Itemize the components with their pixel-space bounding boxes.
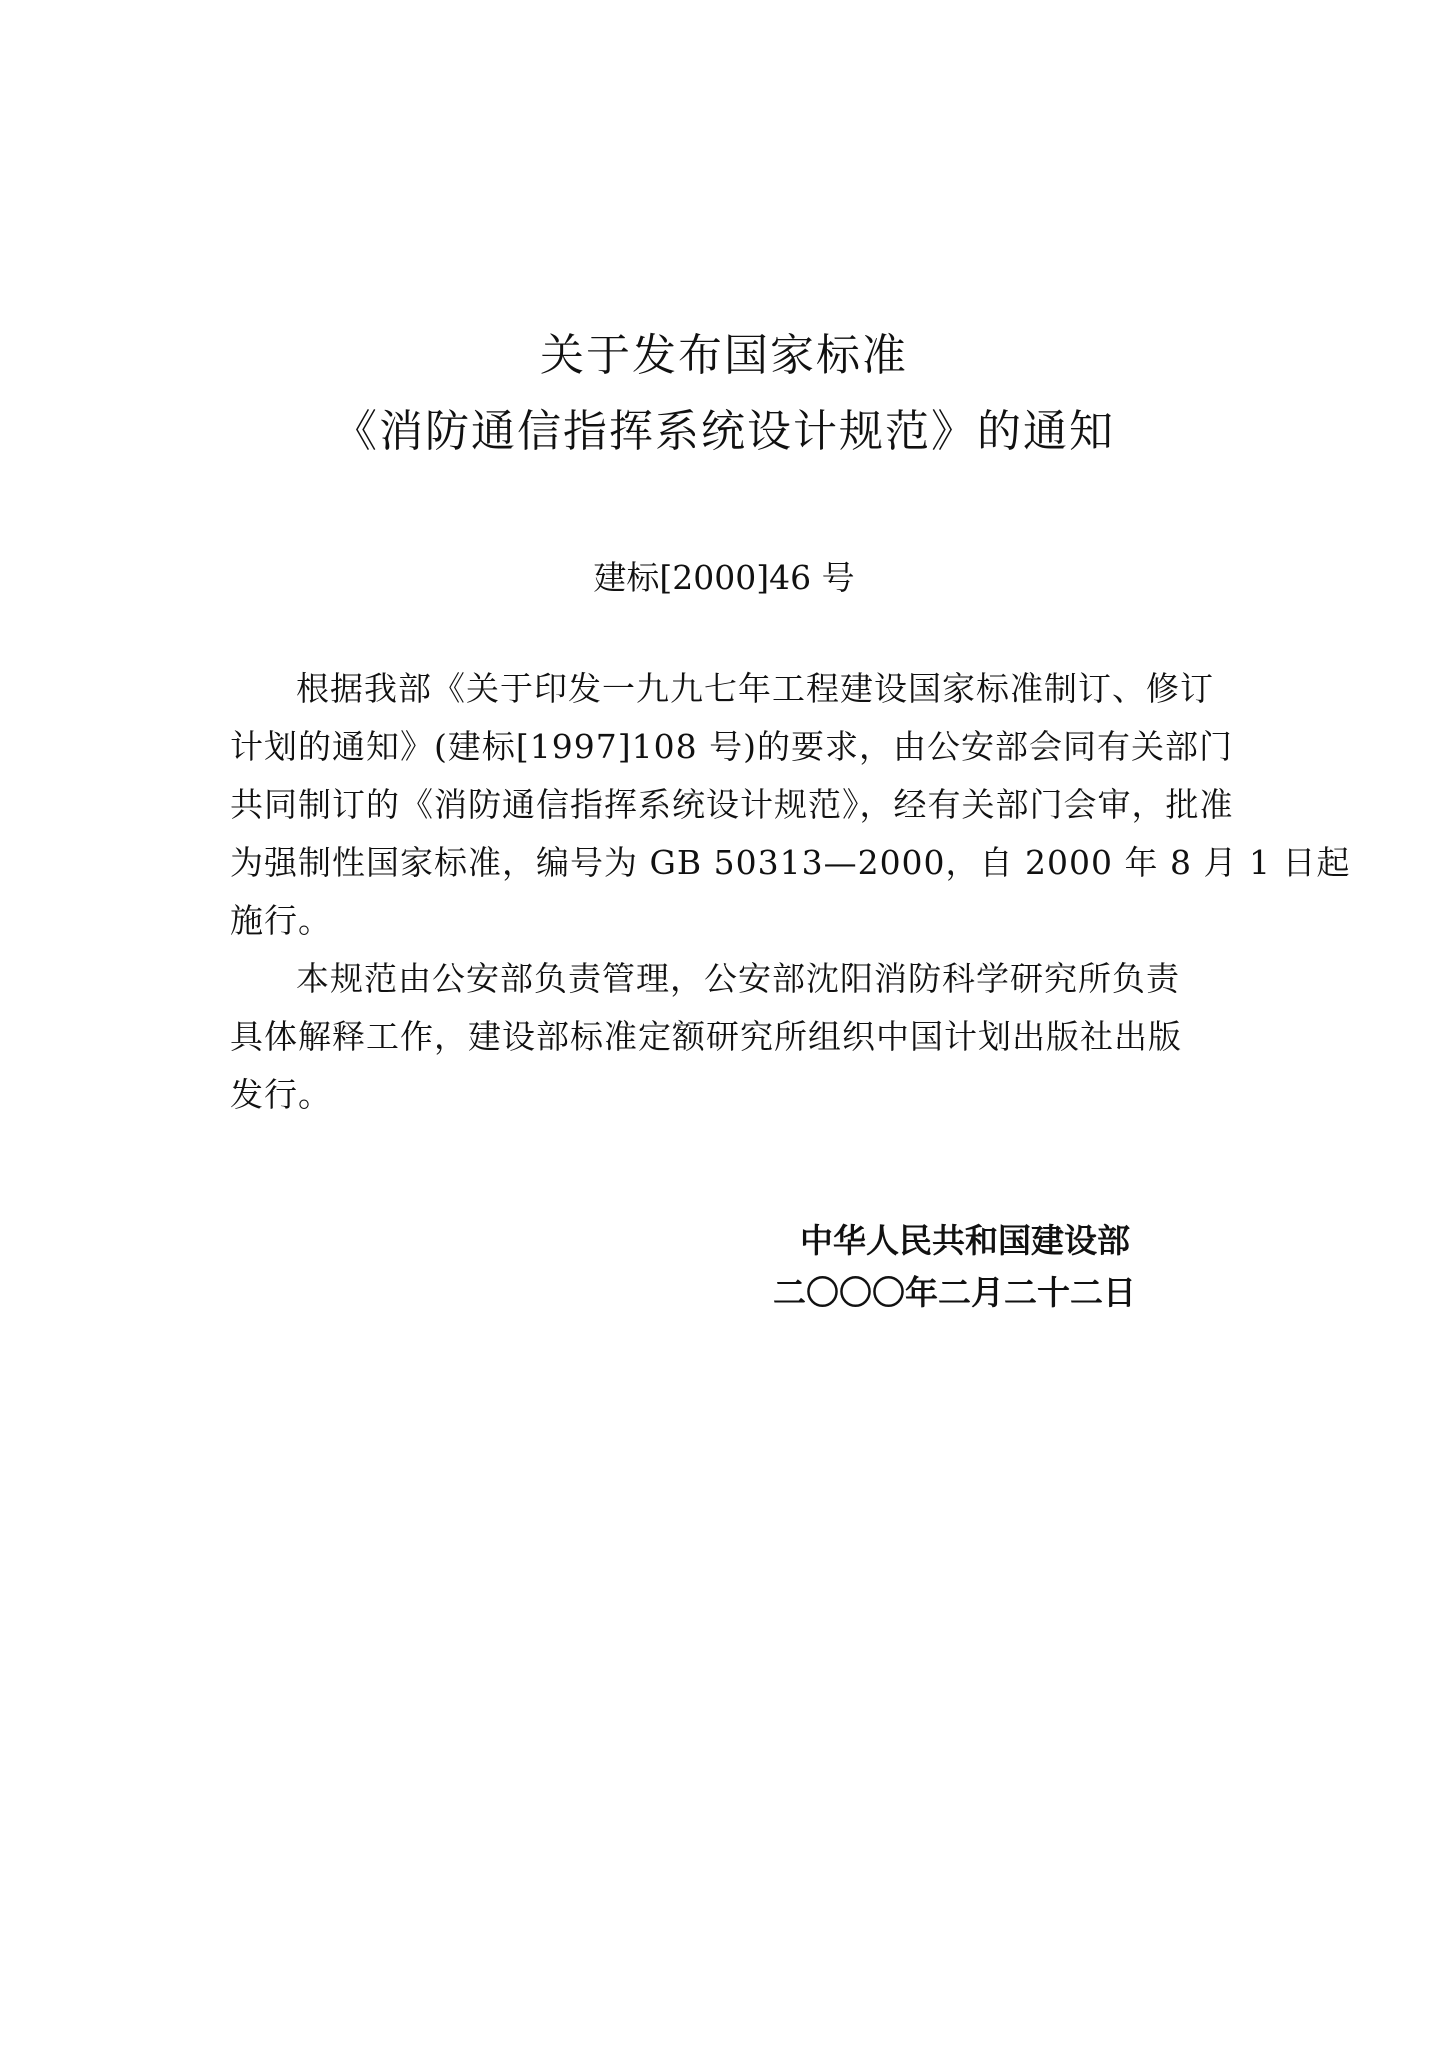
paragraph-2 <box>230 950 1228 1124</box>
paragraph-1-line: 共同制订的《消防通信指挥系统设计规范》，经有关部门会审，批准 <box>230 785 1234 824</box>
signature-organization: 中华人民共和国建设部 <box>800 1221 1130 1260</box>
document-title-line-1: 关于发布国家标准 <box>540 330 908 381</box>
paragraph-2-line: 本规范由公安部负责管理，公安部沈阳消防科学研究所负责 <box>296 959 1180 998</box>
paragraph-1-line: 为强制性国家标准，编号为 GB 50313—2000，自 2000 年 8 月 1 日起 <box>230 843 1351 882</box>
paragraph-1 <box>230 660 1351 950</box>
document-title-line-2: 《消防通信指挥系统设计规范》的通知 <box>333 406 1115 457</box>
paragraph-1-line: 施行。 <box>230 901 332 940</box>
document-number: 建标[2000]46 号 <box>593 558 855 597</box>
paragraph-2-line: 发行。 <box>230 1075 332 1114</box>
paragraph-1-line: 计划的通知》(建标[1997]108 号)的要求，由公安部会同有关部门 <box>230 727 1233 766</box>
signature-date: 二〇〇〇年二月二十二日 <box>773 1273 1136 1312</box>
paragraph-1-line: 根据我部《关于印发一九九七年工程建设国家标准制订、修订 <box>296 669 1214 708</box>
paragraph-2-line: 具体解释工作，建设部标准定额研究所组织中国计划出版社出版 <box>230 1017 1182 1056</box>
